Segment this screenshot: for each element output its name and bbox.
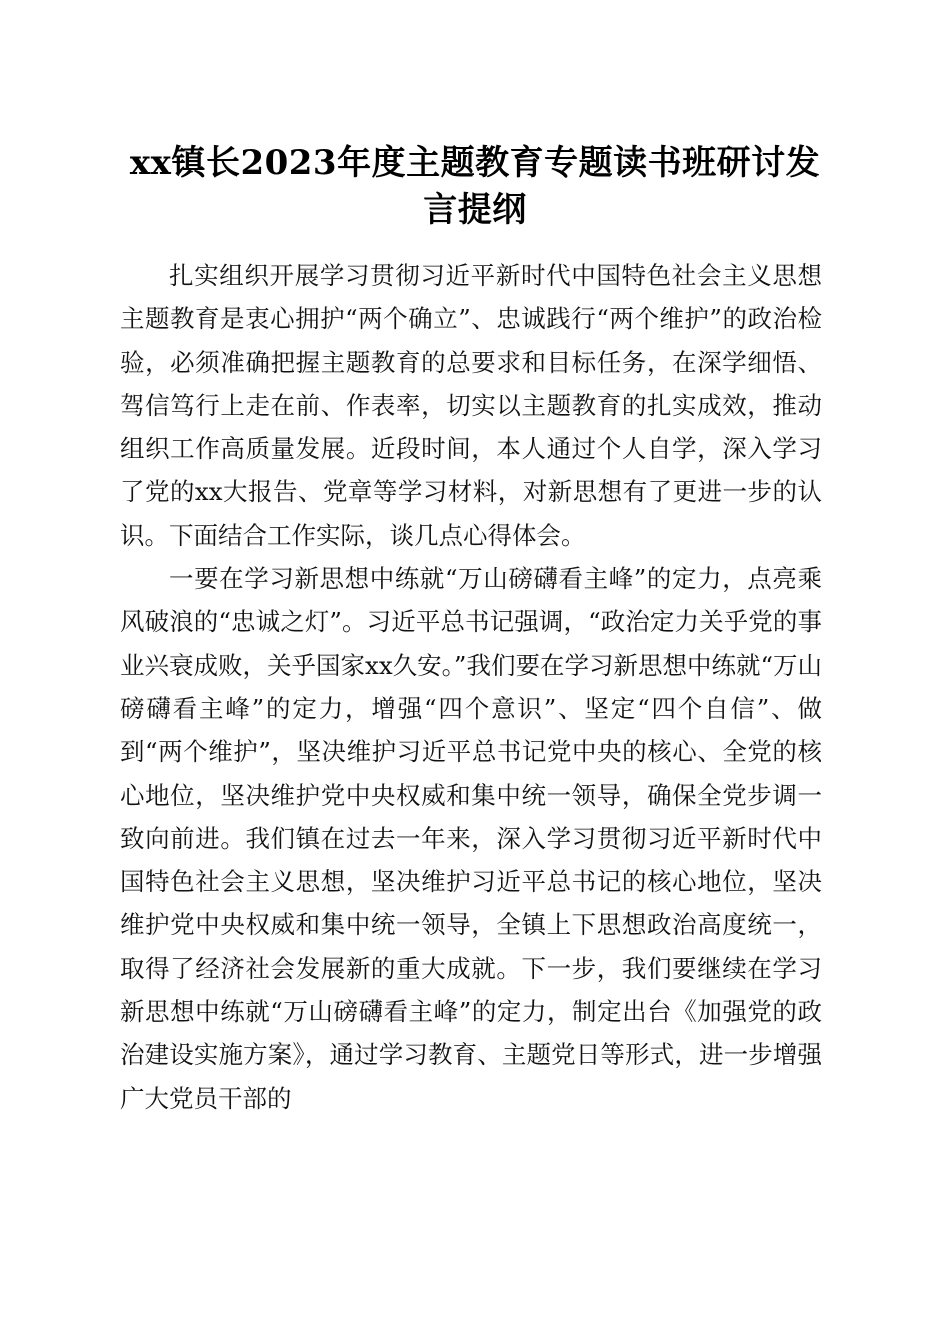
- document-title: xx镇长2023年度主题教育专题读书班研讨发言提纲: [129, 143, 821, 230]
- document-body: [120, 254, 822, 1120]
- paragraph-intro: 扎实组织开展学习贯彻习近平新时代中国特色社会主义思想主题教育是衷心拥护“两个确立”、忠诚践行“两个维护”的政治检验，必须准确把握主题教育的总要求和目标任务，在深学细悟、驾信笃行上走在前、作表率，切实以主题教育的扎实成效，推动组织工作高质量发展。近段时间，本人通过个人自学，深入学习了党的xx大报告、党章等学习材料，对新思想有了更进一步的认识。下面结合工作实际，谈几点心得体会。: [120, 261, 822, 550]
- paragraph-point-one: 一要在学习新思想中练就“万山磅礴看主峰”的定力，点亮乘风破浪的“忠诚之灯”。习近平总书记强调，“政治定力关乎党的事业兴衰成败，关乎国家xx久安。”我们要在学习新思想中练就“万山磅礴看主峰”的定力，增强“四个意识”、坚定“四个自信”、做到“两个维护”，坚决维护习近平总书记党中央的核心、全党的核心地位，坚决维护党中央权威和集中统一领导，确保全党步调一致向前进。我们镇在过去一年来，深入学习贯彻习近平新时代中国特色社会主义思想，坚决维护习近平总书记的核心地位，坚决维护党中央权威和集中统一领导，全镇上下思想政治高度统一，取得了经济社会发展新的重大成就。下一步，我们要继续在学习新思想中练就“万山磅礴看主峰”的定力，制定出台《加强党的政治建设实施方案》，通过学习教育、主题党日等形式，进一步增强广大党员干部的: [120, 564, 822, 1113]
